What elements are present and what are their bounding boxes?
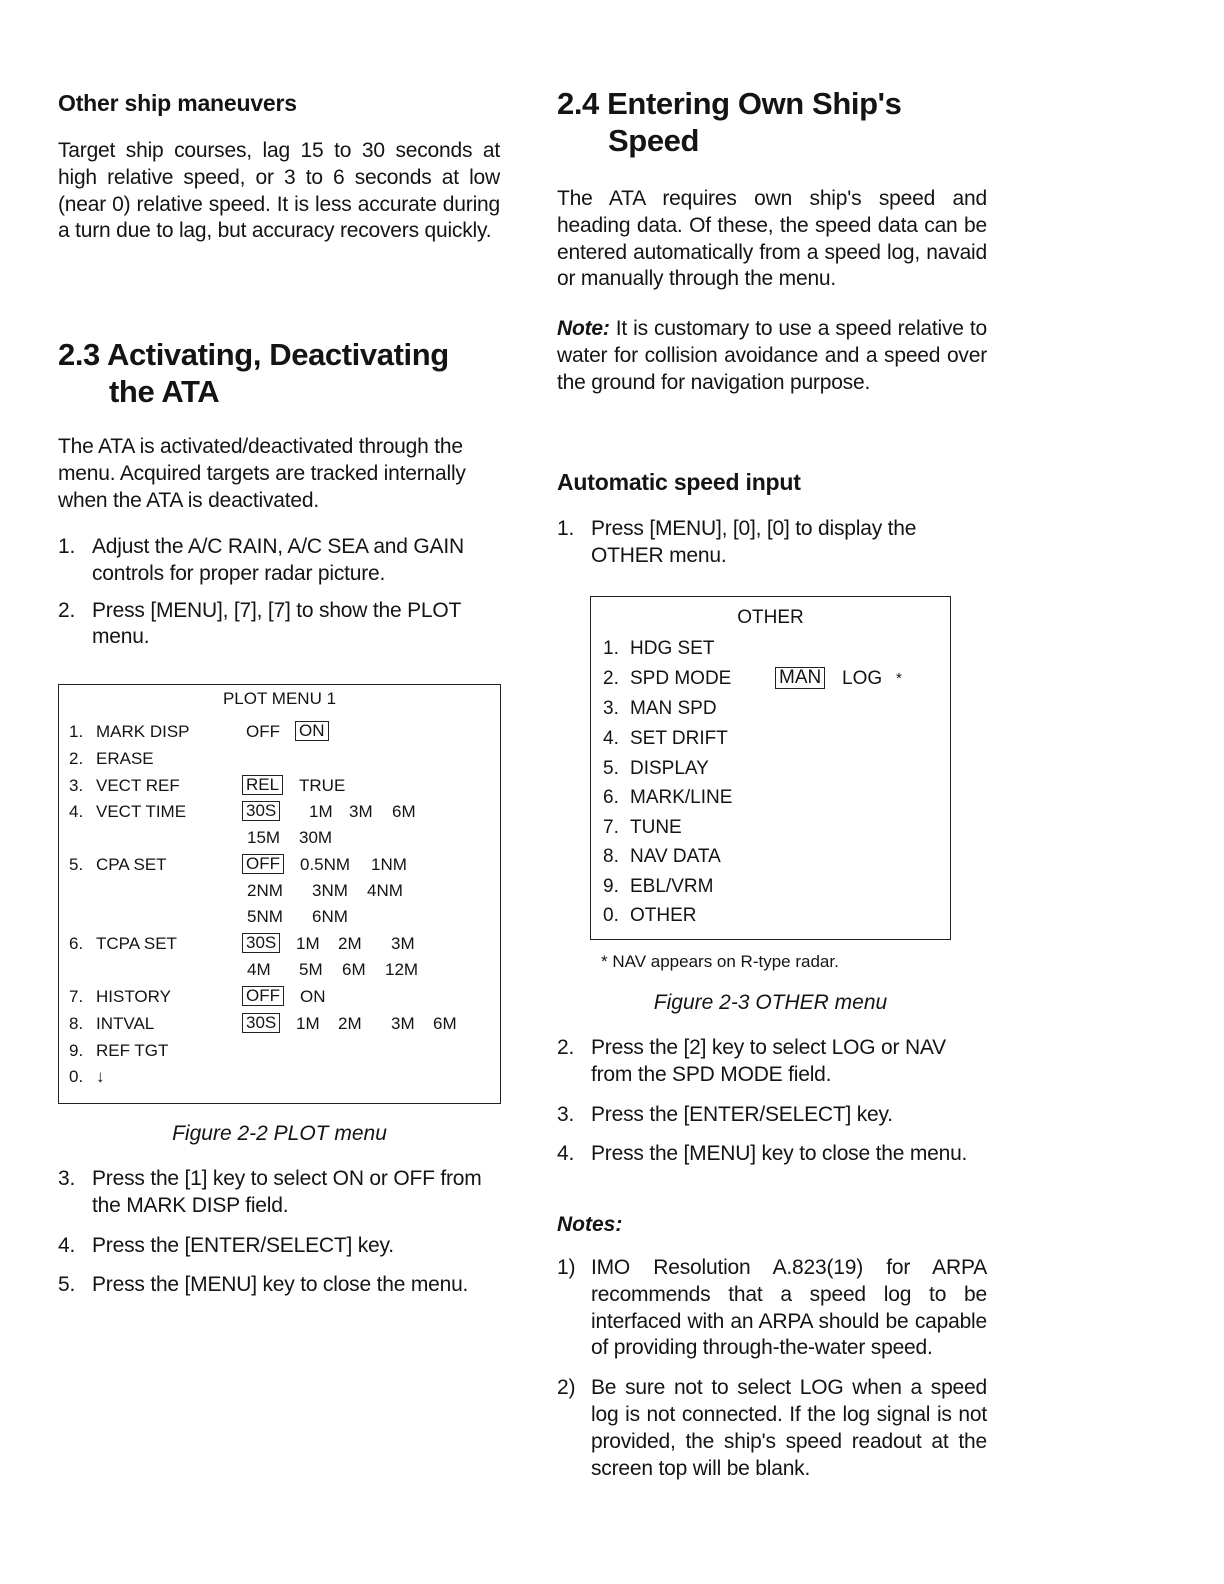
row-number: 8. (603, 846, 619, 867)
row-number: 8. (69, 1014, 84, 1033)
row-label: DISPLAY (630, 758, 709, 779)
plot-menu-row-ref-tgt (59, 1040, 500, 1062)
step-text: Press the [ENTER/SELECT] key. (92, 1233, 394, 1257)
section-title-line-2: the ATA (109, 374, 220, 409)
plot-menu-row-next (59, 1066, 500, 1088)
plot-menu-row-history (59, 986, 500, 1008)
plot-menu-row-vect-time (59, 801, 500, 823)
row-label: HDG SET (630, 638, 715, 659)
section-2-3-title (58, 336, 508, 410)
nav-footnote: * NAV appears on R-type radar. (601, 952, 839, 971)
step-text: Press the [MENU] key to close the menu. (92, 1273, 469, 1297)
option-0-5nm: 0.5NM (300, 855, 351, 874)
option-3m: 3M (391, 934, 415, 953)
section-2-3-intro: The ATA is activated/deactivated through the menu. Acquired targets are tracked internally when the ATA is deactivated. (58, 435, 466, 512)
option-4m: 4M (247, 960, 271, 979)
option-3m: 3M (391, 1014, 415, 1033)
other-menu-row (591, 816, 950, 840)
row-label: VECT REF (96, 776, 180, 795)
row-number: 2. (603, 668, 619, 689)
row-label: TUNE (630, 817, 682, 838)
option-6m: 6M (342, 960, 366, 979)
row-number: 3. (603, 698, 619, 719)
row-label: REF TGT (96, 1041, 169, 1060)
other-menu-row (591, 757, 950, 781)
option-12m: 12M (385, 960, 419, 979)
row-number: 9. (603, 876, 619, 897)
option-30s-selected: 30S (242, 933, 280, 953)
step-number: 1. (58, 535, 76, 558)
option-30s-selected: 30S (242, 1013, 280, 1033)
option-1nm: 1NM (371, 855, 407, 874)
steps-list-b (58, 1166, 503, 1299)
option-rel-selected: REL (242, 775, 283, 795)
section-title-line-2: Speed (608, 123, 700, 158)
step-text: Press [MENU], [0], [0] to display the OTHER menu. (591, 517, 917, 567)
step-number: 5. (58, 1273, 76, 1297)
step-number: 2. (557, 1036, 575, 1059)
list-item (58, 1233, 503, 1260)
plot-menu-title: PLOT MENU 1 (222, 689, 337, 708)
plot-menu-row-erase (59, 748, 500, 770)
other-menu-row (591, 697, 950, 721)
other-menu-row (591, 637, 950, 661)
steps-list-a (58, 534, 503, 651)
row-number: 6. (603, 787, 619, 808)
option-3m: 3M (349, 802, 373, 821)
down-arrow-icon: ↓ (96, 1067, 105, 1086)
plot-menu-row-vect-ref (59, 775, 500, 797)
steps-list-right-2 (557, 1035, 987, 1168)
plot-menu-row-cpa-set-cont1 (59, 880, 500, 902)
figure-2-2-caption: Figure 2-2 PLOT menu (172, 1122, 387, 1145)
option-1m: 1M (296, 1014, 320, 1033)
step-number: 3. (58, 1167, 76, 1190)
option-1m: 1M (296, 934, 320, 953)
option-30s-selected: 30S (242, 801, 280, 821)
figure-2-3-caption: Figure 2-3 OTHER menu (653, 991, 888, 1014)
option-6m: 6M (392, 802, 416, 821)
row-label: SPD MODE (630, 668, 732, 689)
row-label: VECT TIME (96, 802, 187, 821)
step-text: Press the [2] key to select LOG or NAV from the SPD MODE field. (591, 1036, 946, 1086)
row-number: 5. (69, 855, 84, 874)
plot-menu-row-tcpa-set-cont (59, 959, 500, 981)
other-menu-box (590, 596, 951, 940)
plot-menu-row-cpa-set (59, 854, 500, 876)
plot-menu-row-intval (59, 1013, 500, 1035)
row-number: 7. (603, 817, 619, 838)
row-number: 1. (603, 638, 619, 659)
other-menu-row (591, 845, 950, 869)
option-on-selected: ON (295, 721, 329, 741)
step-number: 4. (58, 1233, 76, 1257)
other-ship-maneuvers-heading: Other ship maneuvers (58, 90, 297, 116)
step-number: 1. (557, 517, 575, 540)
other-ship-paragraph: Target ship courses, lag 15 to 30 seconds at high relative speed, or 3 to 6 seconds at low (near 0) relative speed. It is less accurate during a turn due to lag, but accuracy recovers quickly. (58, 139, 500, 243)
row-number: 0. (69, 1067, 84, 1086)
option-2m: 2M (338, 934, 362, 953)
notes-label: Notes: (557, 1213, 623, 1236)
step-text: Press the [1] key to select ON or OFF from the MARK DISP field. (92, 1167, 482, 1217)
row-number: 0. (603, 905, 619, 926)
section-number: 2.4 (557, 86, 599, 121)
note-number: 1) (557, 1256, 576, 1279)
step-text: Adjust the A/C RAIN, A/C SEA and GAIN controls for proper radar picture. (92, 535, 464, 585)
option-log: LOG (842, 668, 883, 689)
list-item (58, 534, 503, 588)
row-label: EBL/VRM (630, 876, 714, 897)
list-item (557, 1375, 987, 1482)
option-on: ON (300, 987, 326, 1006)
option-5m: 5M (299, 960, 323, 979)
option-off: OFF (246, 722, 280, 741)
option-15m: 15M (247, 828, 281, 847)
row-number: 2. (69, 749, 84, 768)
step-number: 2. (58, 598, 76, 622)
option-2nm: 2NM (247, 881, 283, 900)
row-number: 4. (69, 802, 84, 821)
row-label: ERASE (96, 749, 154, 768)
note-text: IMO Resolution A.823(19) for ARPA recommends that a speed log to be interfaced with an ARPA should be capable of providing through-the-water speed. (591, 1256, 987, 1360)
notes-list (557, 1255, 987, 1482)
row-number: 1. (69, 722, 84, 741)
option-off-selected: OFF (242, 986, 284, 1006)
plot-menu-row-mark-disp (59, 721, 500, 743)
row-label: HISTORY (96, 987, 171, 1006)
other-menu-row (591, 904, 950, 928)
section-2-4-title (557, 85, 997, 159)
row-number: 4. (603, 728, 619, 749)
step-text: Press the [MENU] key to close the menu. (591, 1142, 968, 1166)
list-item (58, 1272, 503, 1299)
list-item (557, 1102, 987, 1129)
row-label: TCPA SET (96, 934, 177, 953)
note-label: Note: (557, 317, 610, 340)
section-title-line-1: Entering Own Ship's (607, 86, 902, 121)
list-item (557, 1141, 987, 1168)
row-label: MAN SPD (630, 698, 717, 719)
automatic-speed-input-heading: Automatic speed input (557, 469, 801, 495)
plot-menu-row-tcpa-set (59, 933, 500, 955)
option-5nm: 5NM (247, 907, 283, 926)
option-4nm: 4NM (367, 881, 403, 900)
row-label: MARK DISP (96, 722, 190, 741)
list-item (557, 1255, 987, 1362)
list-item (557, 1035, 987, 1089)
other-menu-row (591, 727, 950, 751)
option-off-selected: OFF (242, 854, 284, 874)
row-label: SET DRIFT (630, 728, 728, 749)
plot-menu-row-cpa-set-cont2 (59, 906, 500, 928)
option-30m: 30M (299, 828, 333, 847)
option-6nm: 6NM (312, 907, 348, 926)
footnote-marker: * (896, 670, 902, 687)
list-item (58, 598, 503, 652)
step-text: Press [MENU], [7], [7] to show the PLOT menu. (92, 598, 461, 649)
option-2m: 2M (338, 1014, 362, 1033)
option-6m: 6M (433, 1014, 457, 1033)
option-man-selected: MAN (775, 667, 825, 689)
note-text: Be sure not to select LOG when a speed log is not connected. If the log signal is not provided, the ship's speed readout at the screen top will be blank. (591, 1376, 987, 1480)
plot-menu-box (58, 684, 501, 1104)
other-menu-row (591, 875, 950, 899)
list-item (58, 1166, 503, 1220)
step-text: Press the [ENTER/SELECT] key. (591, 1102, 893, 1126)
row-label: OTHER (630, 905, 697, 926)
row-label: CPA SET (96, 855, 167, 874)
note-text: It is customary to use a speed relative to water for collision avoidance and a speed over the ground for navigation purpose. (557, 317, 987, 394)
section-2-4-intro: The ATA requires own ship's speed and heading data. Of these, the speed data can be entered automatically from a speed log, navaid or manually through the menu. (557, 187, 987, 291)
row-label: MARK/LINE (630, 787, 733, 808)
section-title-line-1: Activating, Deactivating (106, 337, 449, 372)
other-menu-title: OTHER (737, 607, 804, 628)
section-number: 2.3 (58, 337, 100, 372)
row-number: 6. (69, 934, 84, 953)
note-paragraph (557, 316, 987, 396)
other-menu-row (591, 786, 950, 810)
other-menu-row-spd-mode (591, 667, 950, 691)
step-number: 3. (557, 1102, 575, 1126)
list-item (557, 516, 987, 570)
option-3nm: 3NM (312, 881, 348, 900)
option-true: TRUE (299, 776, 346, 795)
plot-menu-row-vect-time-cont (59, 827, 500, 849)
row-number: 3. (69, 776, 84, 795)
row-label: NAV DATA (630, 846, 721, 867)
row-number: 7. (69, 987, 84, 1006)
option-1m: 1M (309, 802, 333, 821)
note-number: 2) (557, 1376, 576, 1400)
row-number: 5. (603, 758, 619, 779)
row-label: INTVAL (96, 1014, 155, 1033)
row-number: 9. (69, 1041, 84, 1060)
step-number: 4. (557, 1142, 575, 1166)
steps-list-right-1 (557, 516, 987, 570)
